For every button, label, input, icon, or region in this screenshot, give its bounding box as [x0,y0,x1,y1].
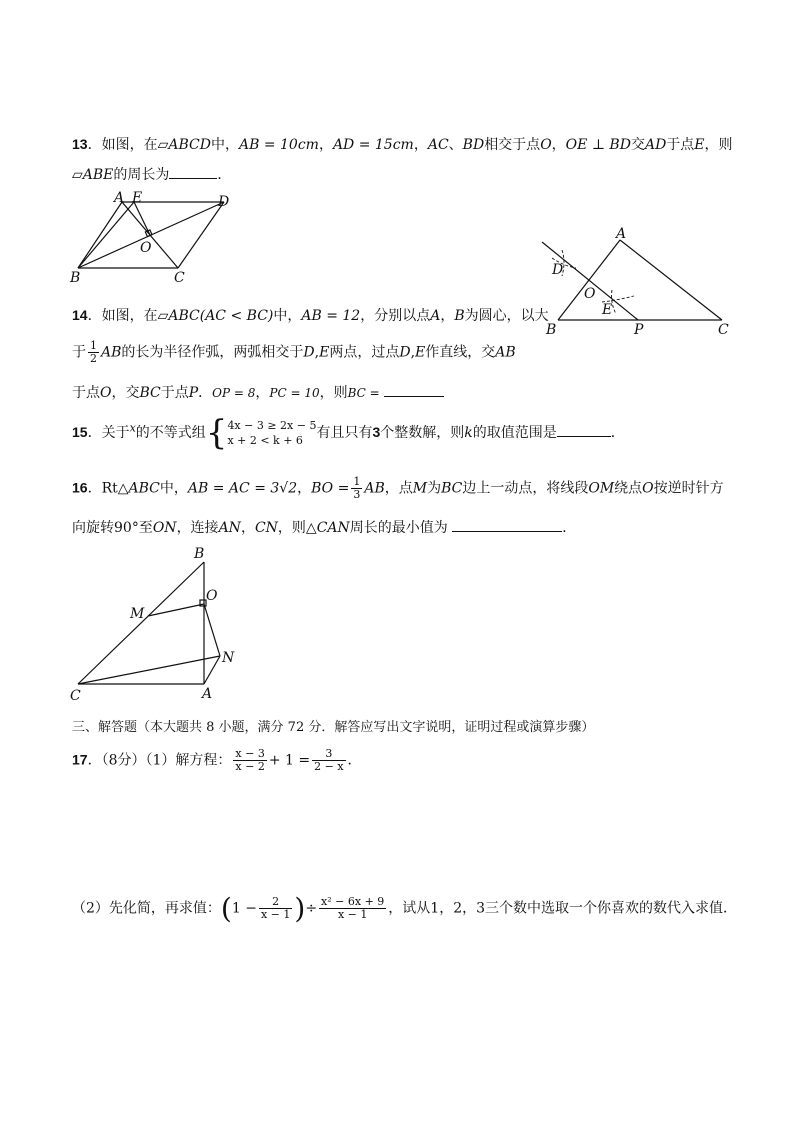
question-17-part2: （2）先化简，再求值：(1 − $\frac{2}{x - 1}$ )÷ $\frac{\text{x² − 6x + 9}}{x - 1}$ ，试从1，2，3三个数中选取一个你喜欢的数代入求值． [72,892,738,925]
label-D: D [218,194,230,210]
figure-parallelogram [66,190,246,286]
label-O: O [584,286,596,302]
label-N: N [222,650,235,666]
label-B: B [546,322,557,338]
question-13-line1: 13．如图，在▱ABCD中，AB = 10cm，AD = 15cm，AC、BD相交于点O，OE ⊥ BD交AD于点E，则 [72,136,733,153]
label-M: M [130,606,145,622]
label-A: A [616,226,627,242]
label-B: B [70,270,81,286]
question-14-line2: 于 $\frac{1}{2}$ AB的长为半径作弧，两弧相交于D,E两点，过点D,E作直线，交AB [72,339,516,366]
label-E: E [132,190,143,206]
fraction-one-third: $\frac{1}{3}$ [353,475,361,502]
question-number: 15 [72,424,88,440]
question-number: 17 [72,751,88,768]
question-number: 13 [72,136,88,152]
fraction-quadratic: $\frac{\text{x² − 6x + 9}}{x - 1}$ [321,894,385,921]
label-P: P [634,322,644,338]
question-number: 14 [72,307,88,323]
fraction-lhs: $\frac{x - 3}{x - 2}$ [235,747,265,774]
figure-triangle-perpendicular-bisector [536,222,740,338]
label-C: C [718,322,729,338]
label-E: E [602,302,613,318]
question-16-line1: 16．Rt△ABC中，AB = AC = 3√2，BO = $\frac{1}{3}$ AB，点M为BC边上一动点，将线段OM绕点O按逆时针方 [72,475,724,502]
question-15: 15．关于$^x$的不等式组{ 4x − 3 ≥ 2x − 5 x + 2 < k + 6 有且只有3个整数解，则k的取值范围是 ． [72,413,625,453]
question-16-line2: 向旋转90°至ON，连接AN，CN，则△CAN周长的最小值为 ． [72,517,576,537]
label-O: O [206,588,218,604]
section-title: 三、解答题（本大题共 8 小题，满分 72 分．解答应写出文字说明，证明过程或演算步骤） [72,720,595,735]
figure-right-triangle-rotation [66,544,256,706]
question-number: 16 [72,479,88,496]
label-C: C [174,270,185,286]
answer-blank[interactable] [557,422,611,437]
label-C: C [70,688,81,704]
label-O: O [140,240,152,256]
fraction-rhs: $\frac{3}{2 - x}$ [314,747,344,774]
answer-blank[interactable] [452,517,562,532]
question-14-line3: 于点O，交BC于点P．OP = 8，PC = 10，则BC = [72,382,444,402]
fraction-two-over: $\frac{2}{x - 1}$ [260,894,291,921]
answer-blank[interactable] [384,382,444,397]
label-A: A [202,686,213,702]
answer-blank[interactable] [169,164,217,179]
label-B: B [194,546,205,562]
question-14-line1: 14．如图，在▱ABC(AC < BC)中，AB = 12，分别以点A，B为圆心，以大 [72,307,549,324]
label-D: D [552,262,564,278]
question-13-line2: ▱ABE的周长为 ． [72,164,231,184]
label-A: A [114,190,125,206]
inequality-system: 4x − 3 ≥ 2x − 5 x + 2 < k + 6 [227,419,317,447]
question-17-part1: 17．（8分）（1）解方程： $\frac{x - 3}{x - 2}$ + 1 = $\frac{3}{2 - x}$ ． [72,747,362,774]
fraction-one-half: $\frac{1}{2}$ [90,339,97,366]
system-brace: { [205,413,228,453]
